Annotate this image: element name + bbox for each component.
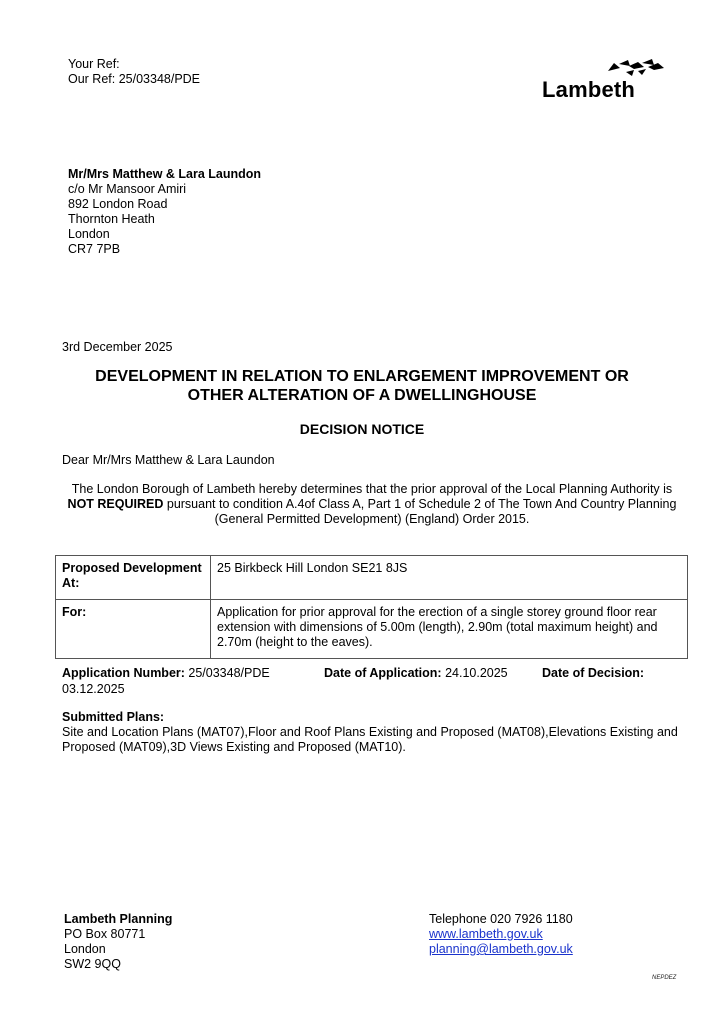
field-label: Application Number: [62,666,185,680]
recipient-name: Mr/Mrs Matthew & Lara Laundon [68,167,262,181]
our-ref: Our Ref: 25/03348/PDE [68,72,201,86]
field-label: Date of Application: [324,666,442,680]
plans-text: Site and Location Plans (MAT07),Floor and Roof Plans Existing and Proposed (MAT08),Elevations Existing and Proposed (MAT09),3D Views Existing and Proposed (MAT10). [62,725,678,754]
decision-emphasis: NOT REQUIRED [67,497,164,511]
email-link[interactable]: planning@lambeth.gov.uk [429,942,573,956]
table-label: For: [56,600,211,659]
application-number [62,666,270,681]
your-ref: Your Ref: [68,57,120,71]
recipient-address [68,167,261,257]
document-heading [40,367,684,405]
heading-line: DEVELOPMENT IN RELATION TO ENLARGEMENT IMPROVEMENT OR [95,368,629,385]
heading-line: OTHER ALTERATION OF A DWELLINGHOUSE [187,387,537,404]
address-line: 892 London Road [68,197,168,211]
decision-date-label: Date of Decision: [542,666,645,680]
table-value: 25 Birkbeck Hill London SE21 8JS [211,556,688,600]
address-line: Thornton Heath [68,212,155,226]
intro-text: The London Borough of Lambeth hereby determines that the prior approval of the Local Planning Authority is [71,482,673,496]
document-code: NEPDEZ [652,975,677,981]
field-value: 25/03348/PDE [184,666,270,680]
footer-org: Lambeth Planning [64,912,173,926]
table-row [56,556,688,600]
intro-paragraph [62,482,682,527]
plans-label: Submitted Plans: [62,710,165,724]
footer-contact [429,912,573,957]
lambeth-bird-icon [542,57,668,79]
footer-telephone: Telephone 020 7926 1180 [429,912,573,926]
salutation: Dear Mr/Mrs Matthew & Lara Laundon [62,453,275,467]
submitted-plans [62,710,692,755]
letter-date: 3rd December 2025 [62,340,173,354]
website-link[interactable]: www.lambeth.gov.uk [429,927,543,941]
intro-text: pursuant to condition A.4of Class A, Part 1 of Schedule 2 of The Town And Country Planning (General Permitted Development) (England) Order 2015. [163,497,677,526]
footer-line: SW2 9QQ [64,957,121,971]
table-value: Application for prior approval for the erection of a single storey ground floor rear extension with dimensions of 5.00m (length), 2.90m (total maximum height) and 2.70m (height to the eaves). [211,600,688,659]
development-table [55,555,688,659]
logo-wordmark: Lambeth [542,77,636,102]
decision-date-value: 03.12.2025 [62,682,125,696]
table-row [56,600,688,659]
footer-line: London [64,942,106,956]
address-line: CR7 7PB [68,242,121,256]
footer-line: PO Box 80771 [64,927,146,941]
field-value: 24.10.2025 [441,666,508,680]
address-line: c/o Mr Mansoor Amiri [68,182,187,196]
notice-title: DECISION NOTICE [299,421,425,437]
footer-address [64,912,172,972]
reference-block [68,57,200,87]
lambeth-logo [542,57,668,105]
address-line: London [68,227,110,241]
table-label: Proposed Development At: [56,556,211,600]
application-date [324,666,508,681]
